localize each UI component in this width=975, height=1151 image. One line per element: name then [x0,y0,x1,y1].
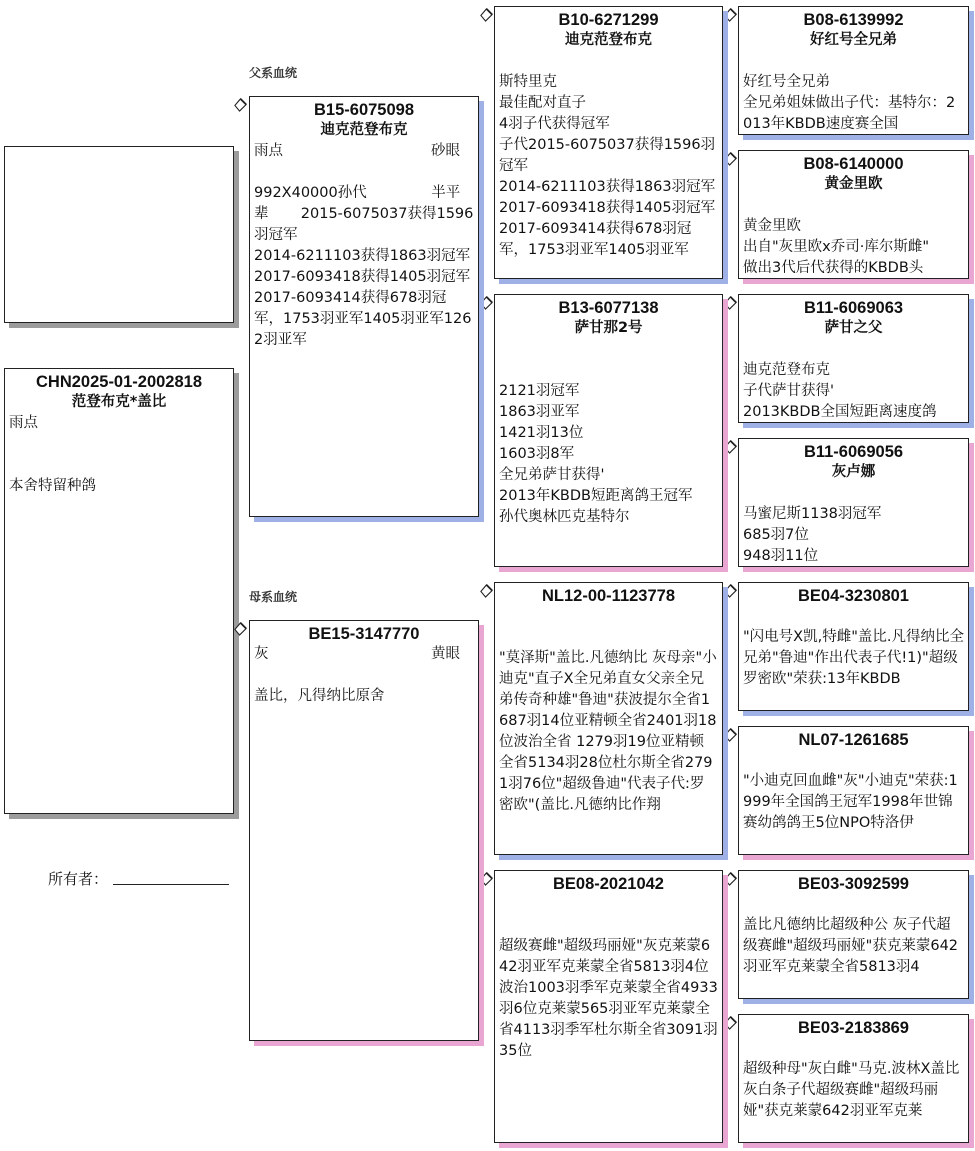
sire-sire-card[interactable] [494,6,723,279]
dam-color: 灰 [254,646,269,662]
dam-sire-card[interactable] [494,582,723,855]
dam-dam-description: 超级赛雌"超级玛丽娅"灰克莱蒙642羽亚军克莱蒙全省5813羽4位波治1003羽季军克莱蒙全省4933羽6位克莱蒙565羽亚军克莱蒙全省4113羽季军杜尔斯全省3091羽35位 [499,938,718,1059]
sire-ring-number: B15-6075098 [314,101,414,119]
sss-name: 好红号全兄弟 [810,32,897,48]
dam-description: 盖比，凡得纳比原舍 [254,688,385,704]
ddd-card[interactable] [738,1014,969,1143]
subject-ring-number: CHN2025-01-2002818 [35,373,203,391]
sire-sire-ring-number: B10-6271299 [558,11,659,29]
edit-pencil-icon[interactable] [479,583,494,598]
edit-pencil-icon[interactable] [233,621,248,636]
dam-eye: 黄眼 [431,646,460,662]
sdd-description: 马蜜尼斯1138羽冠军 685羽7位 948羽11位 [743,506,882,564]
edit-pencil-icon[interactable] [233,97,248,112]
sds-name: 萨甘之父 [824,320,883,336]
edit-pencil-icon[interactable] [723,1015,738,1030]
sire-description: 992X40000孙代 半平辈 2015-6075037获得1596羽冠军 2014-6211103获得1863羽冠军 2017-6093418获得1405羽冠军 2017-6093414获得678羽冠军，1753羽亚军1405羽亚军1262羽亚军 [254,185,474,348]
dss-description: "闪电号X凯,特雌"盖比.凡得纳比全兄弟"鲁迪"作出代表子代!1)"超级罗密欧"荣获:13年KBDB [743,629,964,687]
edit-pencil-icon[interactable] [723,151,738,166]
dss-card[interactable] [738,582,969,711]
sire-line-label: 父系血统 [249,66,298,80]
sire-name: 迪克范登布克 [320,122,408,138]
sire-eye: 砂眼 [431,143,460,159]
sds-card[interactable] [738,294,969,423]
ddd-ring-number: BE03-2183869 [797,1019,909,1037]
edit-pencil-icon[interactable] [723,295,738,310]
ssd-card[interactable] [738,150,969,279]
edit-pencil-icon[interactable] [723,7,738,22]
pigeon-photo-frame [4,146,234,323]
edit-pencil-icon[interactable] [723,439,738,454]
dds-description: 盖比凡德纳比超级种公 灰子代超级赛雌"超级玛丽娅"获克莱蒙642羽亚军克莱蒙全省5813羽4 [743,917,959,975]
sire-sire-description: 斯特里克 最佳配对直子 4羽子代获得冠军 子代2015-6075037获得1596羽冠军 2014-6211103获得1863羽冠军 2017-6093418获得1405羽冠军 2017-6093414获得678羽冠军，1753羽亚军1405羽亚军 [499,74,716,258]
subject-description: 本舍特留种鸽 [9,478,96,494]
sire-dam-name: 萨甘那2号 [574,320,643,336]
dam-line-label: 母系血统 [249,590,298,604]
sss-ring-number: B08-6139992 [803,11,904,29]
edit-pencil-icon[interactable] [479,7,494,22]
sire-dam-card[interactable] [494,294,723,567]
sds-description: 迪克范登布克 子代萨甘获得' 2013KBDB全国短距离速度鸽 [743,362,937,420]
ssd-name: 黄金里欧 [824,176,883,192]
edit-pencil-icon[interactable] [723,871,738,886]
edit-pencil-icon[interactable] [723,583,738,598]
sdd-card[interactable] [738,438,969,567]
sire-dam-ring-number: B13-6077138 [558,299,659,317]
sire-sire-name: 迪克范登布克 [565,32,652,48]
sdd-name: 灰卢娜 [831,464,876,480]
ssd-ring-number: B08-6140000 [803,155,904,173]
dam-ring-number: BE15-3147770 [308,625,420,643]
dds-ring-number: BE03-3092599 [797,875,909,893]
sire-dam-description: 2121羽冠军 1863羽亚军 1421羽13位 1603羽8军 全兄弟萨甘获得' 2013年KBDB短距离鸽王冠军 孙代奥林匹克基特尔 [499,383,693,525]
dam-sire-description: "莫泽斯"盖比.凡德纳比 灰母亲"小迪克"直子X全兄弟直女父亲全兄弟传奇种雄"鲁迪"获波提尔全省1687羽14位亚精顿全省2401羽18位波治全省 1279羽19位亚精顿全省5134羽28位杜尔斯全省2791羽76位"超级鲁迪"代表子代:罗密欧"(盖比.凡德纳比作翔 [499,650,717,813]
dsd-ring-number: NL07-1261685 [798,731,909,749]
edit-pencil-icon[interactable] [723,727,738,742]
edit-pencil-icon[interactable] [479,871,494,886]
ssd-description: 黄金里欧 出自"灰里欧x乔司·库尔斯雌" 做出3代后代获得的KBDB头 [743,218,930,276]
subject-name: 范登布克*盖比 [71,394,167,410]
owner-label: 所有者： [48,870,109,888]
dsd-description: "小迪克回血雌"灰"小迪克"荣获:1999年全国鸽王冠军1998年世锦赛幼鸽鸽王5位NPO特洛伊 [743,773,958,831]
sire-color: 雨点 [254,143,283,159]
dam-dam-ring-number: BE08-2021042 [552,875,664,893]
sdd-ring-number: B11-6069056 [803,443,904,461]
sire-card[interactable] [249,96,479,517]
dds-card[interactable] [738,870,969,999]
ddd-description: 超级种母"灰白雌"马克.波林X盖比 灰白条子代超级赛雌"超级玛丽娅"获克莱蒙642羽亚军克莱 [743,1061,960,1119]
dam-card[interactable] [249,620,479,1041]
owner-underline[interactable] [113,884,229,885]
subject-card[interactable] [4,368,234,814]
sds-ring-number: B11-6069063 [803,299,904,317]
sss-description: 好红号全兄弟 全兄弟姐妹做出子代：基特尔：2013年KBDB速度赛全国 [743,74,956,132]
dss-ring-number: BE04-3230801 [797,587,909,605]
edit-pencil-icon[interactable] [479,295,494,310]
subject-color: 雨点 [9,415,38,431]
sss-card[interactable] [738,6,969,135]
dsd-card[interactable] [738,726,969,855]
dam-dam-card[interactable] [494,870,723,1143]
dam-sire-ring-number: NL12-00-1123778 [541,587,675,605]
